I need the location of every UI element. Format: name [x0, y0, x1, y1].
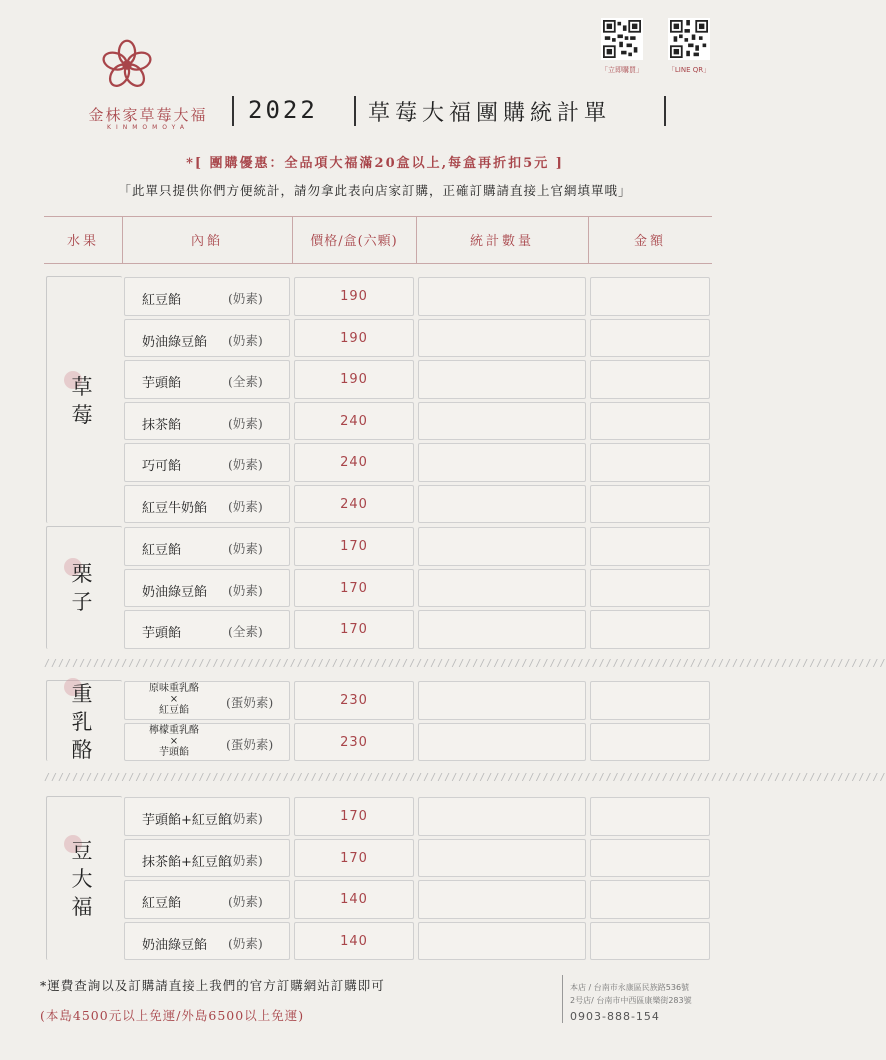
amount-cell[interactable] [590, 681, 710, 720]
price-value: 240 [340, 496, 368, 512]
filling-name: 奶油綠豆餡 [142, 937, 208, 953]
header-bottom-border [44, 263, 712, 264]
quantity-cell[interactable] [418, 277, 586, 316]
filling-name: 紅豆餡 [142, 543, 182, 558]
quantity-cell[interactable] [418, 485, 586, 524]
filling-name: 抹茶餡+紅豆餡 [142, 854, 231, 870]
title-divider [232, 96, 234, 126]
buy-qr-code-icon[interactable] [601, 18, 643, 60]
price-value: 240 [340, 413, 368, 429]
section-separator: //////////////////////////////////////////////////////////////////////////////////////////////////////////////////////// [44, 772, 886, 783]
quantity-cell[interactable] [418, 402, 586, 441]
table-top-border [44, 216, 712, 217]
amount-cell[interactable] [590, 880, 710, 919]
header-amount: 金額 [633, 234, 666, 249]
section-separator: //////////////////////////////////////////////////////////////////////////////////////////////////////////////////////// [44, 658, 886, 669]
filling-type: (奶素) [228, 541, 263, 556]
line-qr-code-icon[interactable] [668, 18, 710, 60]
filling-name: 芋頭餡 [142, 376, 182, 391]
phone-number: 0903-888-154 [570, 1010, 660, 1023]
brand-subtitle: KINMOMOYA [107, 124, 189, 131]
filling-type: (全素) [228, 374, 263, 389]
quantity-cell[interactable] [418, 922, 586, 961]
amount-cell[interactable] [590, 443, 710, 482]
price-value: 170 [340, 622, 368, 637]
filling-name-line: 芋頭餡 [159, 746, 189, 758]
amount-cell[interactable] [590, 569, 710, 608]
price-value: 140 [340, 933, 368, 949]
store-address-2: 2号店/ 台南市中西區康樂街283號 [570, 996, 692, 1005]
quantity-cell[interactable] [418, 839, 586, 878]
quantity-cell[interactable] [418, 569, 586, 608]
store-address-1: 本店 / 台南市永康區民族路536號 [570, 983, 690, 992]
quantity-cell[interactable] [418, 610, 586, 649]
amount-cell[interactable] [590, 527, 710, 566]
filling-name: 紅豆牛奶餡 [142, 500, 208, 516]
filling-type: (奶素) [228, 415, 263, 431]
filling-type: (奶素) [228, 894, 263, 909]
quantity-cell[interactable] [418, 360, 586, 399]
line-qr-caption: 「LINE QR」 [667, 66, 711, 74]
price-value: 190 [340, 289, 368, 304]
fruit-label: 重乳酪 [71, 681, 93, 762]
amount-cell[interactable] [590, 402, 710, 441]
fruit-label: 草莓 [71, 374, 93, 427]
filling-name: 芋頭餡 [142, 626, 182, 641]
quantity-cell[interactable] [418, 880, 586, 919]
filling-name-line: × [169, 735, 179, 747]
year-label: 2022 [248, 96, 318, 124]
footer-divider [562, 975, 563, 1023]
filling-name: 巧可餡 [142, 459, 182, 474]
order-note: 「此單只提供你們方便統計，請勿拿此表向店家訂購，正確訂購請直接上官網填單哦」 [118, 183, 632, 198]
brand-name: 金枺家草莓大福 [88, 106, 208, 124]
filling-type: (奶素) [228, 935, 263, 951]
price-value: 190 [340, 330, 368, 346]
filling-name-line: × [169, 694, 179, 705]
filling-type: (蛋奶素) [226, 695, 274, 710]
amount-cell[interactable] [590, 485, 710, 524]
filling-name: 紅豆餡 [142, 293, 182, 308]
price-value: 140 [340, 892, 368, 907]
promo-text: *[ 團購優惠：全品項大福滿20盒以上,每盒再折扣5元 ] [186, 156, 564, 171]
filling-name-line: 檸檬重乳酪 [149, 724, 199, 736]
amount-cell[interactable] [590, 319, 710, 358]
header-fruit: 水果 [66, 234, 99, 249]
price-value: 240 [340, 455, 368, 470]
filling-type: (奶素) [228, 852, 263, 868]
title-divider [354, 96, 356, 126]
price-value: 170 [340, 580, 368, 596]
filling-name-line: 原味重乳酪 [149, 683, 199, 694]
filling-name: 奶油綠豆餡 [142, 584, 208, 600]
quantity-cell[interactable] [418, 527, 586, 566]
price-value: 230 [340, 693, 368, 708]
filling-type: (奶素) [228, 811, 263, 826]
amount-cell[interactable] [590, 797, 710, 836]
header-price: 價格/盒(六顆) [310, 234, 398, 249]
page-title: 草莓大福團購統計單 [368, 101, 612, 126]
filling-name: 奶油綠豆餡 [142, 334, 208, 350]
amount-cell[interactable] [590, 610, 710, 649]
fruit-label: 豆大福 [71, 839, 93, 919]
quantity-cell[interactable] [418, 797, 586, 836]
header-quantity: 統計數量 [469, 234, 534, 249]
price-value: 190 [340, 372, 368, 387]
brand-logo-icon [100, 38, 154, 92]
amount-cell[interactable] [590, 922, 710, 961]
filling-type: (蛋奶素) [226, 736, 274, 752]
amount-cell[interactable] [590, 360, 710, 399]
filling-type: (奶素) [228, 332, 263, 348]
filling-name: 芋頭餡+紅豆餡 [142, 813, 231, 828]
price-value: 170 [340, 809, 368, 824]
amount-cell[interactable] [590, 839, 710, 878]
title-divider [664, 96, 666, 126]
amount-cell[interactable] [590, 277, 710, 316]
price-value: 170 [340, 850, 368, 866]
filling-type: (全素) [228, 624, 263, 639]
amount-cell[interactable] [590, 723, 710, 762]
free-shipping-note: (本島4500元以上免運/外島6500以上免運) [40, 1008, 305, 1023]
filling-name: 紅豆餡 [142, 896, 182, 911]
quantity-cell[interactable] [418, 681, 586, 720]
quantity-cell[interactable] [418, 723, 586, 762]
filling-type: (奶素) [228, 582, 263, 598]
quantity-cell[interactable] [418, 443, 586, 482]
filling-type: (奶素) [228, 498, 263, 514]
price-value: 230 [340, 734, 368, 750]
filling-type: (奶素) [228, 457, 263, 472]
filling-name: 抹茶餡 [142, 417, 182, 433]
filling-name-line: 紅豆餡 [159, 705, 189, 716]
quantity-cell[interactable] [418, 319, 586, 358]
fruit-label: 栗子 [71, 562, 93, 615]
buy-qr-caption: 「立即購買」 [601, 66, 643, 74]
header-filling: 內餡 [190, 234, 223, 249]
price-value: 170 [340, 539, 368, 554]
shipping-note: *運費查詢以及訂購請直接上我們的官方訂購網站訂購即可 [40, 978, 385, 993]
filling-type: (奶素) [228, 291, 263, 306]
